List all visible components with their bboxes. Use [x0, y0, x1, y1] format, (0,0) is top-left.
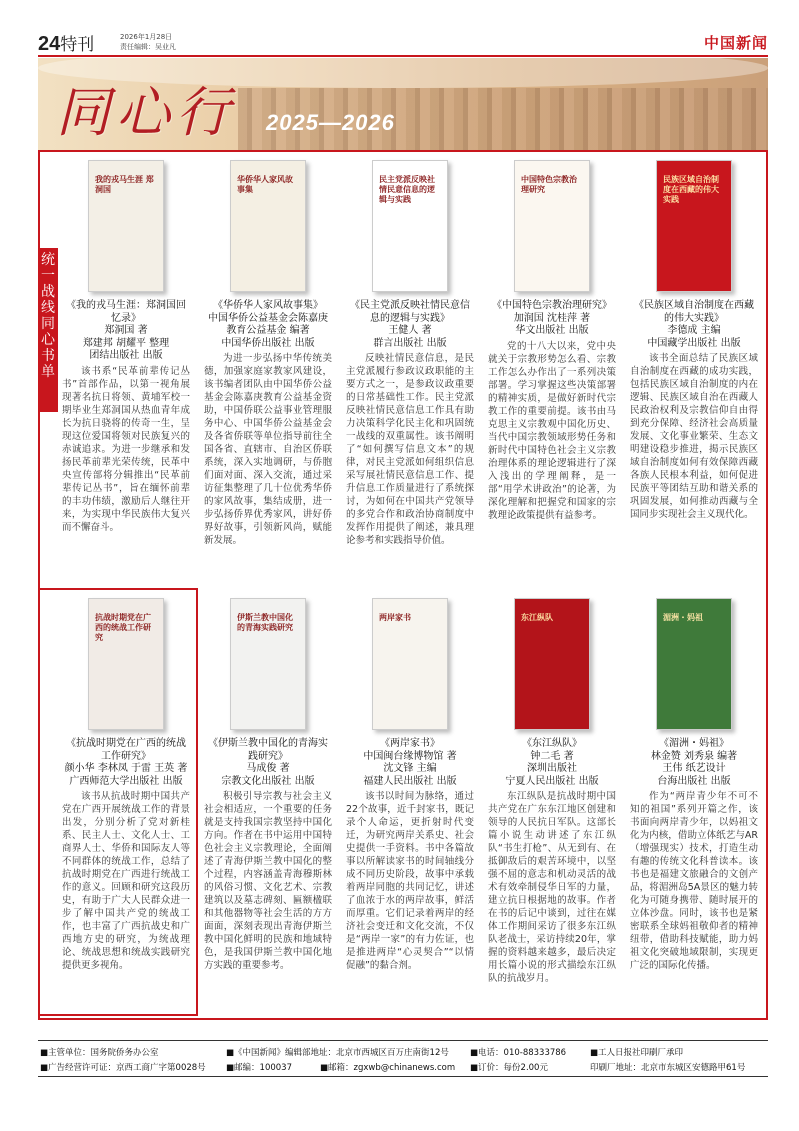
book-cover-image [514, 160, 590, 292]
book-cover-image [230, 598, 306, 730]
book-cover-image [656, 160, 732, 292]
book-publisher: 广西师范大学出版社 出版 [69, 775, 183, 787]
book-author: 颜小华 李林凤 于雷 王英 著 [64, 763, 188, 774]
book-author: 中国华侨公益基金会陈嘉庚教育公益基金 编著 [208, 312, 328, 336]
book-entry [346, 160, 474, 547]
book-description: 该书从抗战时期中国共产党在广西开展统战工作的背景出发，分别分析了党对新桂系、民主人士、文化人士、工商界人士、华侨和国际友人等不同群体的统战工作，总结了抗战时期党在广西进行统战工作的意义。回顾和研究这段历史，有助于广大人民群众进一步了解中国共产党的统战工作，也丰富了广西抗战史和广西地方史的研究，为统战理论、统战思想和统战实践研究提供更多视角。 [62, 791, 190, 971]
book-description: 该书全面总结了民族区域自治制度在西藏的成功实践，包括民族区域自治制度的内在逻辑、民族区域自治在西藏人民政治权利及宗教信仰自由得到充分保障、经济社会高质量发展、文化事业繁荣、生态文明建设稳步推进，揭示民族区域自治制度如何有效保障西藏各族人民根本利益，如何促进民族平等团结互助和谐关系的巩固发展，如何推动西藏与全国同步实现社会主义现代化。 [630, 353, 758, 520]
banner-years: 2025—2026 [266, 110, 395, 135]
sidebar-label: 统一战线同心书单 [38, 248, 58, 412]
frame-top [38, 150, 768, 152]
banner-title: 同心行 [56, 81, 236, 144]
book-description: 为进一步弘扬中华传统美德，加强家庭家教家风建设，该书编者团队由中国华侨公益基金会陈嘉庚教育公益基金资助，中国侨联公益事业管理服务中心、中国华侨公益基金会及各省侨联等单位指导前往全国各省、直辖市、自治区侨联系统，深入实地调研，与侨胞们面对面、深入交流，通过采访征集整理了几十位优秀华侨的家风故事，集结成册，进一步弘扬侨界优秀家风，讲好侨界好故事，引领新风尚，赋能新发展。 [204, 353, 332, 546]
book-entry [488, 160, 616, 522]
book-cover-text: 抗战时期党在广西的统战工作研究 [95, 613, 151, 642]
book-entry [204, 160, 332, 547]
footer-ad-license: ■广告经营许可证：京西工商广字第0028号 [40, 1063, 206, 1073]
book-publisher: 福建人民出版社 出版 [363, 775, 457, 787]
book-cover-text: 伊斯兰教中国化的青海实践研究 [237, 613, 293, 632]
book-publisher: 华文出版社 出版 [515, 325, 589, 336]
book-title: 《华侨华人家风故事集》 [213, 300, 323, 311]
book-cover-text: 两岸家书 [379, 613, 411, 622]
newspaper-logo: 中国新闻 [703, 34, 768, 52]
book-cover-image [230, 160, 306, 292]
footer-rule-top [38, 1040, 768, 1041]
footer-price: ■订价：每份2.00元 [470, 1063, 548, 1073]
dateline [120, 32, 176, 52]
book-publisher: 中国藏学出版社 出版 [647, 337, 741, 349]
book-cover-image [88, 598, 164, 730]
book-cover-image [88, 160, 164, 292]
book-cover-text: 中国特色宗教治理研究 [521, 175, 577, 194]
footer-email: ■邮箱：zgxwb@chinanews.com [320, 1063, 456, 1073]
book-publisher: 宗教文化出版社 出版 [221, 775, 315, 787]
book-title: 《中国特色宗教治理研究》 [492, 300, 612, 311]
book-editor: 郑建邦 胡耀平 整理 [82, 337, 170, 349]
book-entry [630, 160, 758, 521]
book-cover-image [656, 598, 732, 730]
banner [38, 58, 768, 150]
book-entry [488, 598, 616, 985]
book-cover-text: 华侨华人家风故事集 [237, 175, 293, 194]
book-title: 《两岸家书》 [380, 738, 440, 749]
issue-date: 2026年1月28日 [120, 33, 173, 41]
section-name: 特刊 [60, 35, 95, 55]
book-author: 中国闽台缘博物馆 著 [363, 750, 457, 762]
page-header [38, 30, 768, 54]
book-entry [346, 598, 474, 972]
footer-postcode: ■邮编：100037 [226, 1063, 292, 1073]
book-editor: 深圳出版社 [527, 763, 577, 774]
book-description: 反映社情民意信息，是民主党派履行参政议政职能的主要方式之一，是参政议政重要的日常基础性工作。民主党派反映社情民意信息工作具有助力决策科学化民主化和巩固统一战线的双重属性。该书阐明了“如何撰写信息文本”的规律，对民主党派如何组织信息采写展社情民意信息工作、提升信息工作质量进行了系统探讨，为如何在中国共产党领导的多党合作和政治协商制度中发挥作用提供了阐述，兼具理论参考和实践指导价值。 [346, 353, 474, 546]
book-author: 加润国 沈桂萍 著 [513, 312, 591, 324]
book-publisher: 中国华侨出版社 出版 [221, 337, 315, 349]
footer-phone: ■电话：010-88333786 [470, 1048, 567, 1058]
book-publisher: 台海出版社 出版 [657, 775, 731, 787]
header-rule [38, 55, 768, 57]
book-cover-text: 我的戎马生涯 郑洞国 [95, 175, 154, 194]
book-editor: 沈文锋 主编 [383, 763, 437, 774]
footer-printer-address: 印刷厂地址：北京市东城区安德路甲61号 [590, 1063, 746, 1073]
book-title: 《湄洲・妈祖》 [659, 738, 729, 749]
page-number: 24特刊 [38, 33, 95, 55]
book-cover-image [514, 598, 590, 730]
book-description: 东江纵队是抗战时期中国共产党在广东东江地区创建和领导的人民抗日军队。这部长篇小说生动讲述了东江纵队“书生打枪”、从无到有、在抵御敌后的艰苦环境中，以坚强不屈的意志和机动灵活的战术有效牵制侵华日军的力量，建立抗日根据地的故事。作者在书的后记中谈到，过往在媒体工作期间采访了很多东江纵队老战士，采访持续20年，掌握的资料越来越多，最后决定用长篇小说的形式描绘东江纵队的抗战岁月。 [488, 791, 616, 984]
book-editor: 王伟 纸艺设计 [662, 763, 726, 774]
book-entry [62, 160, 190, 534]
book-publisher: 宁夏人民出版社 出版 [505, 775, 599, 787]
frame-bottom [38, 1018, 768, 1020]
book-cover-text: 民主党派反映社情民意信息的逻辑与实践 [379, 175, 435, 204]
book-entry [204, 598, 332, 972]
frame-right [766, 150, 768, 1020]
book-description: 积极引导宗教与社会主义社会相适应，一个重要的任务就是支持我国宗教坚持中国化方向。作者在书中运用中国特色社会主义宗教理论，全面阐述了青海伊斯兰教中国化的整个过程，内容涵盖青海穆斯林的风俗习惯、文化艺术、宗教建筑以及墓志碑刻、匾额楹联和其他器物等社会生活的方方面面，深刻表现出青海伊斯兰教中国化鲜明的民族和地域特色，是我国伊斯兰教中国化地方实践的重要参考。 [204, 791, 332, 971]
book-description: 该书系“民革前辈传记丛书”首部作品，以第一视角展现著名抗日将领、黄埔军校一期毕业生郑洞国从热血青年成长为抗日骁将的传奇一生，呈现这位爱国将领对民族复兴的赤诚追求。为进一步继承和发扬民革前辈光荣传统，民革中央宣传部将分辑推出“民革前辈传记丛书”，旨在缅怀前辈的丰功伟绩，激励后人继往开来，为实现中华民族伟大复兴而不懈奋斗。 [62, 365, 190, 533]
book-description: 该书以时间为脉络，通过22个故事，近千封家书，既记录个人命运，更折射时代变迁，为研究两岸关系史、社会史提供一手资料。书中各篇故事以所解读家书的时间轴线分成不同历史阶段，故事中承载着两岸同胞的共同记忆，讲述了血浓于水的两岸故事，鲜活而厚重。它们记录着两岸的经济社会变迁和文化交流，不仅是“两岸一家”的有力佐证，也是推进两岸“心灵契合”“以情促融”的黏合剂。 [346, 791, 474, 971]
footer-sponsor: ■主管单位：国务院侨务办公室 [40, 1048, 159, 1058]
book-entry [630, 598, 758, 972]
editor-credit: 责任编辑：吴业凡 [120, 43, 176, 51]
book-author: 钟二毛 著 [530, 750, 574, 762]
book-title: 《东江纵队》 [522, 738, 582, 749]
book-author: 王健人 著 [388, 325, 432, 336]
book-cover-image [372, 160, 448, 292]
book-author: 马成俊 著 [246, 763, 290, 774]
book-author: 林金赞 刘秀泉 编著 [650, 750, 738, 762]
footer-printer: ■工人日报社印刷厂承印 [590, 1048, 684, 1058]
book-description: 党的十八大以来，党中央就关于宗教形势怎么看、宗教工作怎么办作出了一系列决策部署。学习掌握这些决策部署的精神实质，是做好新时代宗教工作的重要前提。该书由马克思主义宗教观中国化历史、当代中国宗教领域形势任务和新时代中国特色社会主义宗教治理体系的理论逻辑进行了深入浅出的学理阐释，是一部“用学术讲政治”的论著，为深化理解和把握党和国家的宗教理论政策提供有益参考。 [488, 340, 616, 521]
book-description: 作为“两岸青少年不可不知的祖国”系列开篇之作，该书面向两岸青少年，以妈祖文化为内核，借助立体纸艺与AR（增强现实）技术，打造生动有趣的传统文化科普读本。该书也是福建文旅融合的文创产品，将湄洲岛5A景区的魅力转化为可随身携带、随时展开的立体沙盘。同时，该书也是紧密联系全球妈祖敬仰者的精神纽带，借助科技赋能，助力妈祖文化突破地域限制，实现更广泛的国际化传播。 [630, 791, 758, 971]
book-title: 《民主党派反映社情民意信息的逻辑与实践》 [350, 300, 470, 324]
book-entry [62, 598, 190, 972]
book-author: 李德成 主编 [667, 325, 721, 336]
book-cover-text: 东江纵队 [521, 613, 553, 622]
book-title: 《伊斯兰教中国化的青海实践研究》 [208, 738, 328, 762]
book-author: 郑洞国 著 [104, 325, 148, 336]
book-title: 《民族区域自治制度在西藏的伟大实践》 [634, 300, 754, 324]
book-cover-image [372, 598, 448, 730]
book-cover-text: 湄洲・妈祖 [663, 613, 703, 622]
book-publisher: 群言出版社 出版 [373, 337, 447, 349]
footer-rule-bottom [38, 1076, 768, 1077]
book-title: 《我的戎马生涯：郑洞国回忆录》 [66, 300, 186, 324]
book-title: 《抗战时期党在广西的统战工作研究》 [66, 738, 186, 762]
book-cover-text: 民族区域自治制度在西藏的伟大实践 [663, 175, 719, 204]
footer-address: ■《中国新闻》编辑部地址：北京市西城区百万庄南街12号 [226, 1048, 449, 1058]
book-publisher: 团结出版社 出版 [89, 350, 163, 361]
